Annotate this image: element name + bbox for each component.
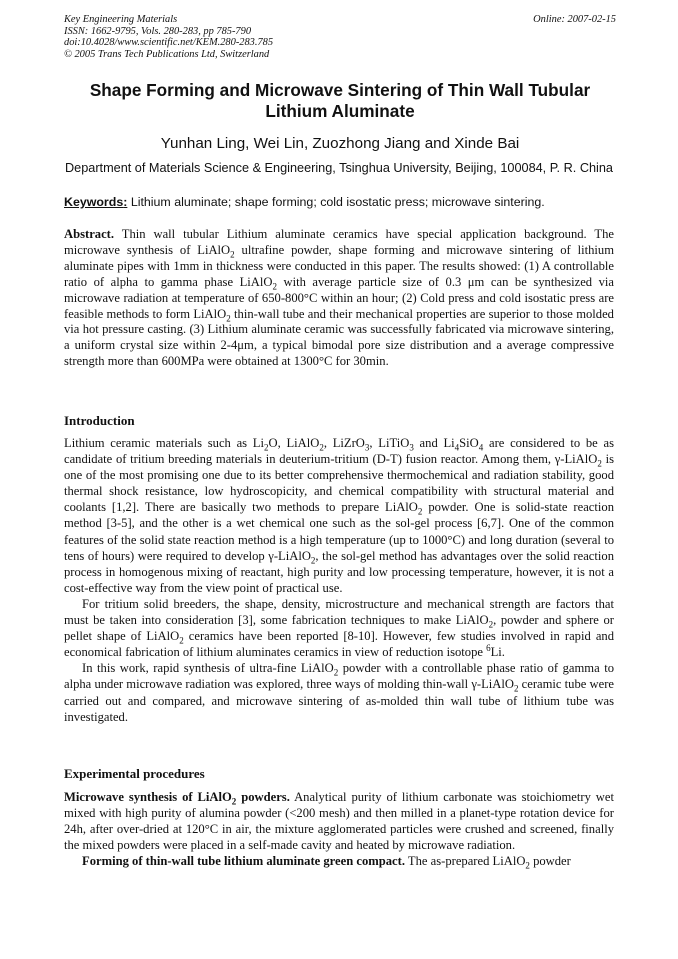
experimental-heading: Experimental procedures (64, 766, 205, 781)
copyright-line: © 2005 Trans Tech Publications Ltd, Switzerland (64, 48, 270, 60)
intro-paragraph-1: Lithium ceramic materials such as $Li_2O$, LiAlO$_2$, LiZrO$_3$, LiTiO$_3$ and $Li_4SiO_4$ are considered to be as candidate of tritium breeding materials in deuterium-tritium (D-T) fusion reactor. Among them, γ-LiAlO$_2$ is one of the most promising one due to its better comprehensive thermochemical and radiation stability, good thermal shock resistance, low hydroscopicity, and chemical compatibility with structural material and coolants [1,2]. There are basically two methods to prepare LiAlO$_2$ powder. One is solid-state reaction method [3-5], and the other is a wet chemical one such as the sol-gel process [6,7]. One of the common features of the solid state reaction method is a high temperature (up to 1000°C) and long duration (several to tens of hours) were required to develop γ-LiAlO$_2$, the sol-gel method has advantages over the solid reaction process in homogenous mixing of reactant, high purity and low processing temperature, however, it is not a cost-effective way from the view point of practical use. (64, 436, 614, 595)
abstract: Abstract. Thin wall tubular Lithium aluminate ceramics have special application background. The microwave synthesis of LiAlO$_2$ ultrafine powder, shape forming and microwave sintering of lithium aluminate pipes with 1mm in thickness were conducted in this paper. The results showed: (1) A controllable ratio of alpha to gamma phase LiAlO$_2$ with average particle size of 0.3 μm can be synthesized via microwave radiation at temperature of 650-800°C within an hour; (2) Cold press and cold isostatic press are feasible methods to form LiAlO$_2$ thin-wall tube and their mechanical properties are superior to those molded via hot pressure casting. (3) Lithium aluminate ceramic was successfully fabricated via microwave sintering, a uniform crystal size within 2-4μm, a typical bimodal pore size distribution and a average compressive strength more than 600MPa were obtained at 1300°C for 30min. (64, 227, 615, 369)
online-date: Online: 2007-02-15 (533, 14, 616, 25)
introduction-body (64, 435, 614, 725)
affiliation: Department of Materials Science & Engineering, Tsinghua University, Beijing, 100084, P. R. China (65, 161, 613, 175)
author-list: Yunhan Ling, Wei Lin, Zuozhong Jiang and Xinde Bai (160, 135, 520, 152)
journal-meta (64, 14, 616, 60)
experimental-body (64, 789, 614, 869)
journal-name: Key Engineering Materials (64, 14, 178, 25)
issn-line: ISSN: 1662-9795, Vols. 280-283, pp 785-790 (64, 25, 252, 37)
paper-title: Shape Forming and Microwave Sintering of Thin Wall Tubular Lithium Aluminate (89, 80, 591, 121)
exp-paragraph-2: Forming of thin-wall tube lithium aluminate green compact. The as-prepared LiAlO$_2$ powder (82, 854, 571, 871)
introduction-heading: Introduction (64, 413, 135, 428)
intro-paragraph-2: For tritium solid breeders, the shape, density, microstructure and mechanical strength are factors that must be taken into consideration [3], some fabrication techniques to make LiAlO$_2$, powder and sphere or pellet shape of LiAlO$_2$ ceramics have been reported [8-10]. However, few studies involved in rapid and economical fabrication of lithium aluminates ceramics in view of reduction isotope $^6$Li. (64, 596, 615, 660)
keywords-line: Keywords: Lithium aluminate; shape forming; cold isostatic press; microwave sintering. (64, 195, 545, 209)
keywords-label: Keywords (64, 195, 124, 209)
intro-paragraph-3: In this work, rapid synthesis of ultra-fine LiAlO$_2$ powder with a controllable phase ratio of gamma to alpha under microwave radiation was explored, three ways of molding thin-wall γ-LiAlO$_2$ ceramic tube were carried out and compared, and microwave sintering of as-molded thin wall tube of lithium tube was investigated. (64, 661, 614, 724)
doi-line: doi:10.4028/www.scientific.net/KEM.280-283.785 (64, 37, 274, 49)
keywords-text: Lithium aluminate; shape forming; cold isostatic press; microwave sintering. (130, 195, 545, 209)
exp-paragraph-1: Microwave synthesis of LiAlO$_2$ powders. Analytical purity of lithium carbonate was stoichiometry wet mixed with high purity of alumina powder (<200 mesh) and then milled in a planet-type rotation device for 24h, after over-dried at 120°C in air, the mixture agglomerated particles were crushed and screened, finally the mixed powders were placed in a self-made cavity and heated by microwave radiation. (64, 790, 614, 853)
abstract-label: Abstract. (64, 227, 115, 241)
